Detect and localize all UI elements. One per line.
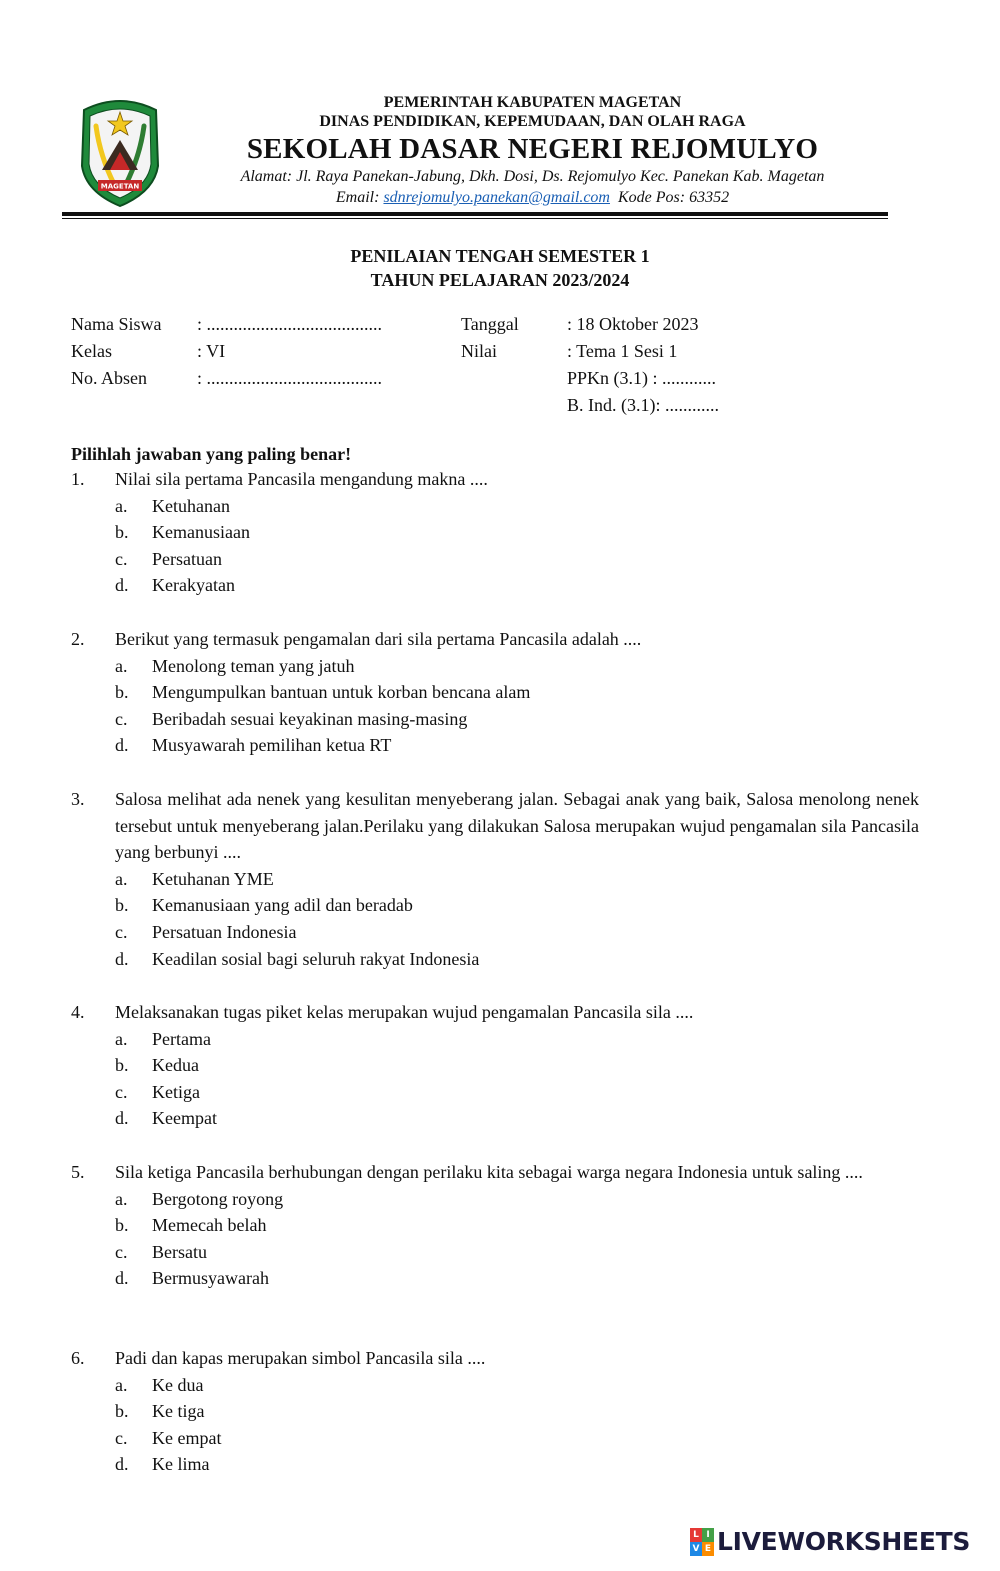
liveworksheets-badge-icon bbox=[690, 1528, 714, 1556]
option-text: Pertama bbox=[152, 1028, 211, 1049]
option-letter: c. bbox=[115, 1241, 128, 1262]
option-text: Mengumpulkan bantuan untuk korban bencana alam bbox=[152, 682, 531, 703]
kelas-label: Kelas bbox=[71, 341, 112, 361]
option-text: Persatuan bbox=[152, 548, 222, 569]
email-label: Email: bbox=[335, 189, 384, 206]
answer-option[interactable] bbox=[115, 892, 919, 919]
option-letter: b. bbox=[115, 1215, 129, 1236]
answer-option[interactable] bbox=[115, 519, 919, 546]
question-text: Salosa melihat ada nenek yang kesulitan menyeberang jalan. Sebagai anak yang baik, Salosa menolong nenek tersebut untuk menyeberang jalan.Perilaku yang dilakukan Salosa merupakan wujud pengamalan sila Pancasila yang berbunyi .... bbox=[115, 789, 919, 863]
option-text: Ke empat bbox=[152, 1427, 222, 1448]
option-text: Bergotong royong bbox=[152, 1188, 284, 1209]
answer-option[interactable] bbox=[115, 1372, 919, 1399]
option-text: Kedua bbox=[152, 1055, 199, 1076]
option-letter: d. bbox=[115, 1454, 129, 1475]
answer-option[interactable] bbox=[115, 1265, 919, 1292]
answer-option[interactable] bbox=[115, 1079, 919, 1106]
exam-name: PENILAIAN TENGAH SEMESTER 1 bbox=[350, 246, 650, 266]
exam-title bbox=[0, 244, 1000, 292]
ppkn-score[interactable]: PPKn (3.1) : ............ bbox=[567, 368, 717, 388]
badge-letter: V bbox=[690, 1542, 702, 1556]
option-letter: b. bbox=[115, 895, 129, 916]
option-letter: a. bbox=[115, 868, 128, 889]
option-text: Persatuan Indonesia bbox=[152, 921, 297, 942]
watermark-text: LIVEWORKSHEETS bbox=[717, 1527, 971, 1556]
option-text: Ketuhanan YME bbox=[152, 868, 274, 889]
option-text: Kemanusiaan yang adil dan beradab bbox=[152, 895, 413, 916]
answer-option[interactable] bbox=[115, 1398, 919, 1425]
question-number: 3. bbox=[71, 789, 85, 809]
option-text: Ke lima bbox=[152, 1454, 210, 1475]
nilai-label: Nilai bbox=[461, 341, 497, 361]
option-letter: c. bbox=[115, 1081, 128, 1102]
bind-score[interactable]: B. Ind. (3.1): ............ bbox=[567, 395, 719, 415]
badge-letter: L bbox=[690, 1528, 702, 1542]
option-letter: a. bbox=[115, 1188, 128, 1209]
question-6 bbox=[71, 1345, 919, 1478]
question-number: 4. bbox=[71, 1002, 85, 1022]
option-letter: d. bbox=[115, 575, 129, 596]
answer-option[interactable] bbox=[115, 1239, 919, 1266]
answer-option[interactable] bbox=[115, 1026, 919, 1053]
option-letter: d. bbox=[115, 948, 129, 969]
question-text: Sila ketiga Pancasila berhubungan dengan perilaku kita sebagai warga negara Indonesia untuk saling .... bbox=[115, 1162, 863, 1182]
magetan-emblem-logo bbox=[78, 96, 162, 208]
option-letter: a. bbox=[115, 495, 128, 516]
answer-option[interactable] bbox=[115, 572, 919, 599]
question-1 bbox=[71, 466, 919, 599]
academic-year: TAHUN PELAJARAN 2023/2024 bbox=[370, 270, 630, 290]
option-letter: d. bbox=[115, 1268, 129, 1289]
option-text: Ke dua bbox=[152, 1374, 204, 1395]
answer-option[interactable] bbox=[115, 1186, 919, 1213]
contact-line bbox=[175, 187, 890, 208]
option-text: Beribadah sesuai keyakinan masing-masing bbox=[152, 708, 468, 729]
question-text: Nilai sila pertama Pancasila mengandung makna .... bbox=[115, 469, 488, 489]
letterhead bbox=[0, 0, 1000, 225]
option-letter: b. bbox=[115, 1401, 129, 1422]
nama-label: Nama Siswa bbox=[71, 314, 162, 334]
option-letter: c. bbox=[115, 708, 128, 729]
tanggal-label: Tanggal bbox=[461, 314, 519, 334]
nama-field[interactable]: : ....................................... bbox=[197, 314, 383, 334]
nilai-value: : Tema 1 Sesi 1 bbox=[567, 341, 678, 361]
question-2 bbox=[71, 626, 919, 759]
question-number: 2. bbox=[71, 629, 85, 649]
kelas-value: : VI bbox=[197, 341, 226, 361]
option-letter: b. bbox=[115, 682, 129, 703]
answer-option[interactable] bbox=[115, 679, 919, 706]
option-text: Ketuhanan bbox=[152, 495, 230, 516]
email-link[interactable]: sdnrejomulyo.panekan@gmail.com bbox=[383, 189, 610, 206]
answer-option[interactable] bbox=[115, 919, 919, 946]
question-4 bbox=[71, 999, 919, 1132]
letterhead-divider-thin bbox=[62, 218, 888, 219]
answer-option[interactable] bbox=[115, 653, 919, 680]
option-text: Bermusyawarah bbox=[152, 1268, 269, 1289]
question-number: 6. bbox=[71, 1348, 85, 1368]
question-number: 5. bbox=[71, 1162, 85, 1182]
answer-option[interactable] bbox=[115, 546, 919, 573]
option-letter: b. bbox=[115, 1055, 129, 1076]
option-text: Ke tiga bbox=[152, 1401, 205, 1422]
option-text: Musyawarah pemilihan ketua RT bbox=[152, 735, 392, 756]
badge-letter: E bbox=[702, 1542, 714, 1556]
school-address: Alamat: Jl. Raya Panekan-Jabung, Dkh. Dosi, Ds. Rejomulyo Kec. Panekan Kab. Magetan bbox=[240, 168, 825, 185]
answer-option[interactable] bbox=[115, 1425, 919, 1452]
school-name: SEKOLAH DASAR NEGERI REJOMULYO bbox=[246, 133, 819, 165]
department-name: DINAS PENDIDIKAN, KEPEMUDAAN, DAN OLAH RAGA bbox=[319, 113, 746, 130]
option-letter: c. bbox=[115, 921, 128, 942]
question-number: 1. bbox=[71, 469, 85, 489]
letterhead-divider-thick bbox=[62, 212, 888, 216]
tanggal-value: : 18 Oktober 2023 bbox=[567, 314, 699, 334]
question-5 bbox=[71, 1159, 919, 1292]
absen-label: No. Absen bbox=[71, 368, 147, 388]
question-text: Melaksanakan tugas piket kelas merupakan wujud pengamalan Pancasila sila .... bbox=[115, 1002, 694, 1022]
answer-option[interactable] bbox=[115, 1105, 919, 1132]
answer-option[interactable] bbox=[115, 493, 919, 520]
option-text: Kerakyatan bbox=[152, 575, 235, 596]
option-letter: a. bbox=[115, 1028, 128, 1049]
option-text: Keadilan sosial bagi seluruh rakyat Indonesia bbox=[152, 948, 480, 969]
instruction: Pilihlah jawaban yang paling benar! bbox=[71, 444, 352, 464]
option-text: Keempat bbox=[152, 1108, 217, 1129]
absen-field[interactable]: : ....................................... bbox=[197, 368, 383, 388]
answer-option[interactable] bbox=[115, 1052, 919, 1079]
option-text: Menolong teman yang jatuh bbox=[152, 655, 355, 676]
answer-option[interactable] bbox=[115, 1451, 919, 1478]
option-letter: a. bbox=[115, 655, 128, 676]
option-text: Bersatu bbox=[152, 1241, 207, 1262]
letterhead-text bbox=[175, 93, 890, 208]
option-letter: a. bbox=[115, 1374, 128, 1395]
option-text: Memecah belah bbox=[152, 1215, 267, 1236]
option-text: Ketiga bbox=[152, 1081, 200, 1102]
liveworksheets-watermark bbox=[690, 1527, 970, 1556]
postcode: Kode Pos: 63352 bbox=[617, 189, 730, 206]
answer-option[interactable] bbox=[115, 706, 919, 733]
badge-letter: I bbox=[702, 1528, 714, 1542]
option-letter: b. bbox=[115, 522, 129, 543]
question-3 bbox=[71, 786, 919, 972]
answer-option[interactable] bbox=[115, 946, 919, 973]
option-text: Kemanusiaan bbox=[152, 522, 250, 543]
option-letter: c. bbox=[115, 548, 128, 569]
answer-option[interactable] bbox=[115, 732, 919, 759]
answer-option[interactable] bbox=[115, 1212, 919, 1239]
answer-option[interactable] bbox=[115, 866, 919, 893]
option-letter: d. bbox=[115, 735, 129, 756]
question-text: Berikut yang termasuk pengamalan dari sila pertama Pancasila adalah .... bbox=[115, 629, 642, 649]
option-letter: d. bbox=[115, 1108, 129, 1129]
option-letter: c. bbox=[115, 1427, 128, 1448]
logo-text: MAGETAN bbox=[100, 182, 140, 191]
question-text: Padi dan kapas merupakan simbol Pancasila sila .... bbox=[115, 1348, 486, 1368]
government-name: PEMERINTAH KABUPATEN MAGETAN bbox=[383, 94, 682, 111]
